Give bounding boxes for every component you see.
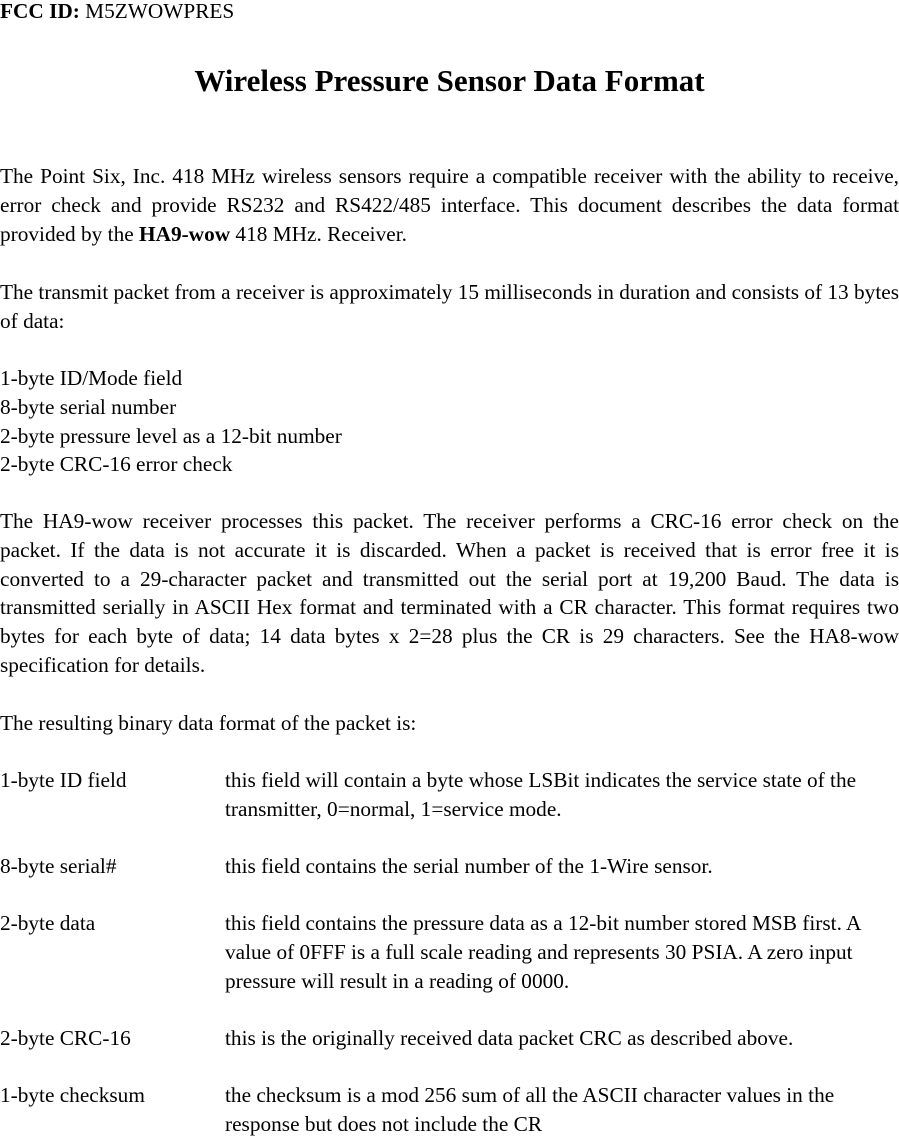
intro-text-before: The Point Six, Inc. 418 MHz wireless sensors require a compatible receiver with the ability to receive, error check and provide RS232 and RS422/485 interface. This document describes the data format provided by the — [0, 164, 899, 246]
format-intro: The resulting binary data format of the packet is: — [0, 711, 417, 735]
field-description: this is the originally received data packet CRC as described above. — [225, 1026, 794, 1050]
field-name: 1-byte checksum — [0, 1083, 145, 1107]
list-item: 8-byte serial number — [0, 394, 177, 419]
field-description: this field will contain a byte whose LSBit indicates the service state of the transmitter, 0=normal, 1=service mode. — [225, 768, 857, 821]
list-item: 2-byte CRC-16 error check — [0, 452, 233, 477]
list-item: 2-byte pressure level as a 12-bit number — [0, 423, 342, 448]
field-description: this field contains the serial number of the 1-Wire sensor. — [225, 854, 713, 878]
receiver-model: HA9-wow — [139, 221, 231, 246]
field-name: 8-byte serial# — [0, 854, 117, 878]
fcc-id-line — [0, 0, 234, 26]
fcc-id-label: FCC ID: — [0, 0, 80, 23]
intro-paragraph — [0, 162, 899, 248]
packet-field-list — [0, 364, 342, 479]
field-name: 2-byte CRC-16 — [0, 1026, 131, 1050]
processing-paragraph: The HA9-wow receiver processes this packet. The receiver performs a CRC-16 error check on the packet. If the data is not accurate it is discarded. When a packet is received that is error free it is converted to a 29-character packet and transmitted out the serial port at 19,200 Baud. The data is transmitted serially in ASCII Hex format and terminated with a CR character. This format requires two bytes for each byte of data; 14 data bytes x 2=28 plus the CR is 29 characters. See the HA8-wow specification for details. — [0, 509, 899, 677]
page-title: Wireless Pressure Sensor Data Format — [194, 63, 705, 98]
field-name: 2-byte data — [0, 911, 96, 935]
field-name: 1-byte ID field — [0, 768, 127, 792]
field-description: the checksum is a mod 256 sum of all the ASCII character values in the response but does not include the CR — [225, 1083, 835, 1136]
packet-paragraph: The transmit packet from a receiver is approximately 15 milliseconds in duration and consists of 13 bytes of data: — [0, 280, 899, 333]
field-description: this field contains the pressure data as a 12-bit number stored MSB first. A value of 0FFF is a full scale reading and represents 30 PSIA. A zero input pressure will result in a reading of 0000. — [225, 911, 861, 993]
list-item: 1-byte ID/Mode field — [0, 366, 183, 390]
intro-text-after: 418 MHz. Receiver. — [230, 221, 407, 246]
fcc-id-value: M5ZWOWPRES — [79, 0, 235, 23]
